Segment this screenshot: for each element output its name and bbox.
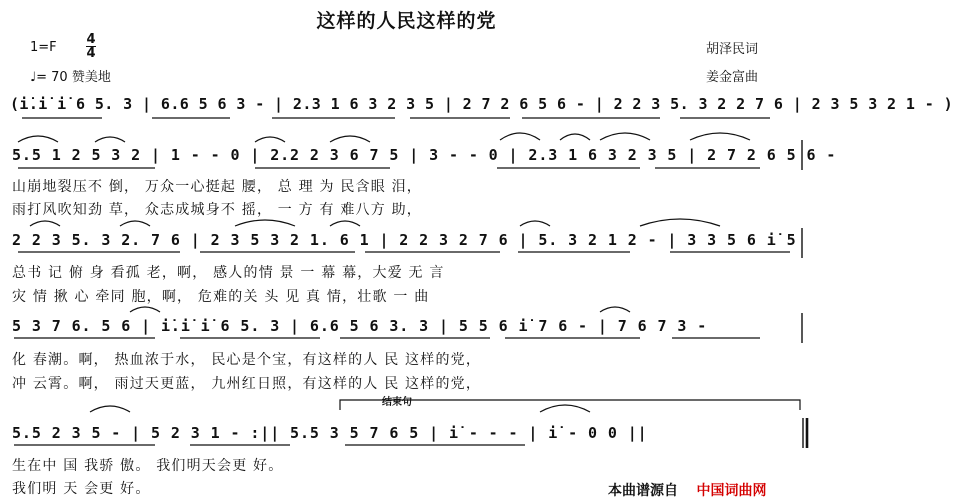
- row-2-lyric-2: 灾 情 揪 心 牵同 胞，啊， 危难的关 头 见 真 情，壮歌 一 曲: [12, 289, 430, 305]
- row-4-lyric-1: 生在中 国 我骄 傲。 我们明天会更 好。: [12, 458, 284, 474]
- time-signature: [86, 33, 96, 60]
- row-2-notes: 2 2 3 5. 3 2. 7 6 | 2 3 5 3 2 1. 6 1 | 2 2 3 2 7 6 | 5. 3 2 1 2 - | 3 3 5 6 i̇ 5: [12, 231, 797, 249]
- intro-notes: (i̇.i̇ i̇ 6 5. 3 | 6.6 5 6 3 - | 2.3 1 6 3 2 3 5 | 2 7 2 6 5 6 - | 2 2 3 5. 3 2 2 7 6 | 2 3 5 3 2 1 - ): [10, 95, 953, 113]
- key-signature: 1=F: [30, 40, 57, 55]
- tempo-marking: ♩= 70 赞美地: [30, 70, 111, 85]
- source-credit: [608, 480, 766, 500]
- song-title: 这样的人民这样的党: [316, 10, 497, 32]
- source-site[interactable]: 中国词曲网: [696, 483, 767, 499]
- row-1-lyric-2: 雨打风吹知劲 草， 众志成城身不 摇， 一 方 有 难八方 助，: [12, 202, 423, 218]
- row-1-lyric-1: 山崩地裂压不 倒， 万众一心挺起 腰， 总 理 为 民含眼 泪，: [12, 179, 423, 195]
- row-4-lyric-2: 我们明 天 会更 好。: [12, 481, 151, 497]
- lyricist-credit: 胡泽民词: [706, 42, 759, 57]
- time-signature-bottom: 4: [86, 46, 96, 61]
- row-2-lyric-1: 总书 记 俯 身 看孤 老，啊， 感人的情 景 一 幕 幕，大爱 无 言: [12, 265, 445, 281]
- row-1-notes: 5.5 1 2 5 3 2 | 1 - - 0 | 2.2 2 3 6 7 5 | 3 - - 0 | 2.3 1 6 3 2 3 5 | 2 7 2 6 5 6 -: [12, 146, 837, 164]
- ending-label: 结束句: [382, 397, 412, 408]
- time-signature-top: 4: [86, 32, 96, 47]
- row-3-lyric-2: 冲 云霄。啊， 雨过天更蓝， 九州红日照，有这样的人 民 这样的党，: [12, 376, 482, 392]
- source-prefix: 本曲谱源自: [608, 483, 678, 499]
- row-3-notes: 5 3 7 6. 5 6 | i̇.i̇ i̇ 6 5. 3 | 6.6 5 6 3. 3 | 5 5 6 i̇ 7 6 - | 7 6 7 3 -: [12, 317, 708, 335]
- row-3-lyric-1: 化 春潮。啊， 热血浓于水， 民心是个宝，有这样的人 民 这样的党，: [12, 352, 482, 368]
- row-4-notes: 5.5 2 3 5 - | 5 2 3 1 - :|| 5.5 3 5 7 6 5 | i̇ - - - | i̇ - 0 0 ||: [12, 424, 648, 442]
- composer-credit: 姜金富曲: [706, 70, 759, 85]
